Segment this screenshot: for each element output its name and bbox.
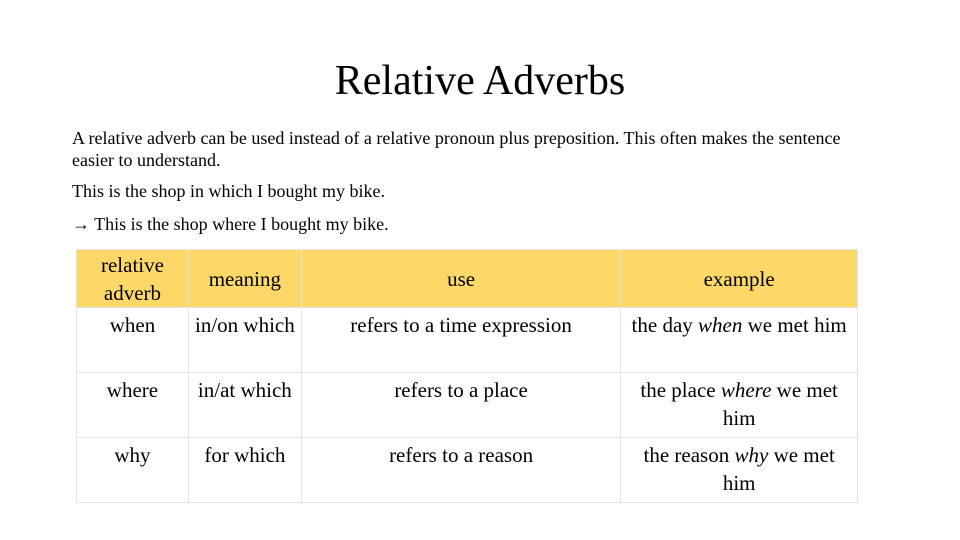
table-row — [77, 308, 858, 373]
page-title: Relative Adverbs — [334, 58, 626, 104]
example-adverb: when — [698, 313, 743, 337]
header-example: example — [621, 250, 858, 308]
example-text-pre: the reason — [643, 443, 735, 467]
table-header-row — [77, 250, 858, 308]
cell-use: refers to a time expression — [301, 308, 620, 373]
example-text-pre: the day — [631, 313, 699, 337]
header-use: use — [301, 250, 620, 308]
table-row — [77, 373, 858, 438]
header-meaning: meaning — [188, 250, 301, 308]
example-text-post: we met him — [722, 443, 835, 495]
example-sentence-before: This is the shop in which I bought my bike. — [72, 181, 385, 201]
cell-meaning: for which — [188, 438, 301, 503]
cell-adverb: why — [77, 438, 189, 503]
example-sentence-after: → This is the shop where I bought my bike. — [72, 214, 389, 234]
header-relative-adverb: relative adverb — [77, 250, 189, 308]
example-text-pre: the place — [640, 378, 721, 402]
cell-use: refers to a place — [301, 373, 620, 438]
intro-paragraph: A relative adverb can be used instead of a relative pronoun plus preposition. This often makes the sentence easier to understand. — [72, 128, 841, 170]
cell-adverb: where — [77, 373, 189, 438]
cell-example — [621, 308, 858, 373]
cell-meaning: in/at which — [188, 373, 301, 438]
cell-use: refers to a reason — [301, 438, 620, 503]
example-text-post: we met him — [742, 313, 847, 337]
table-row — [77, 438, 858, 503]
example-text-post: we met him — [722, 378, 838, 430]
example-adverb: why — [734, 443, 769, 467]
cell-adverb: when — [77, 308, 189, 373]
cell-example — [621, 373, 858, 438]
cell-meaning: in/on which — [188, 308, 301, 373]
relative-adverbs-table — [76, 249, 858, 503]
example-adverb: where — [720, 378, 772, 402]
cell-example — [621, 438, 858, 503]
